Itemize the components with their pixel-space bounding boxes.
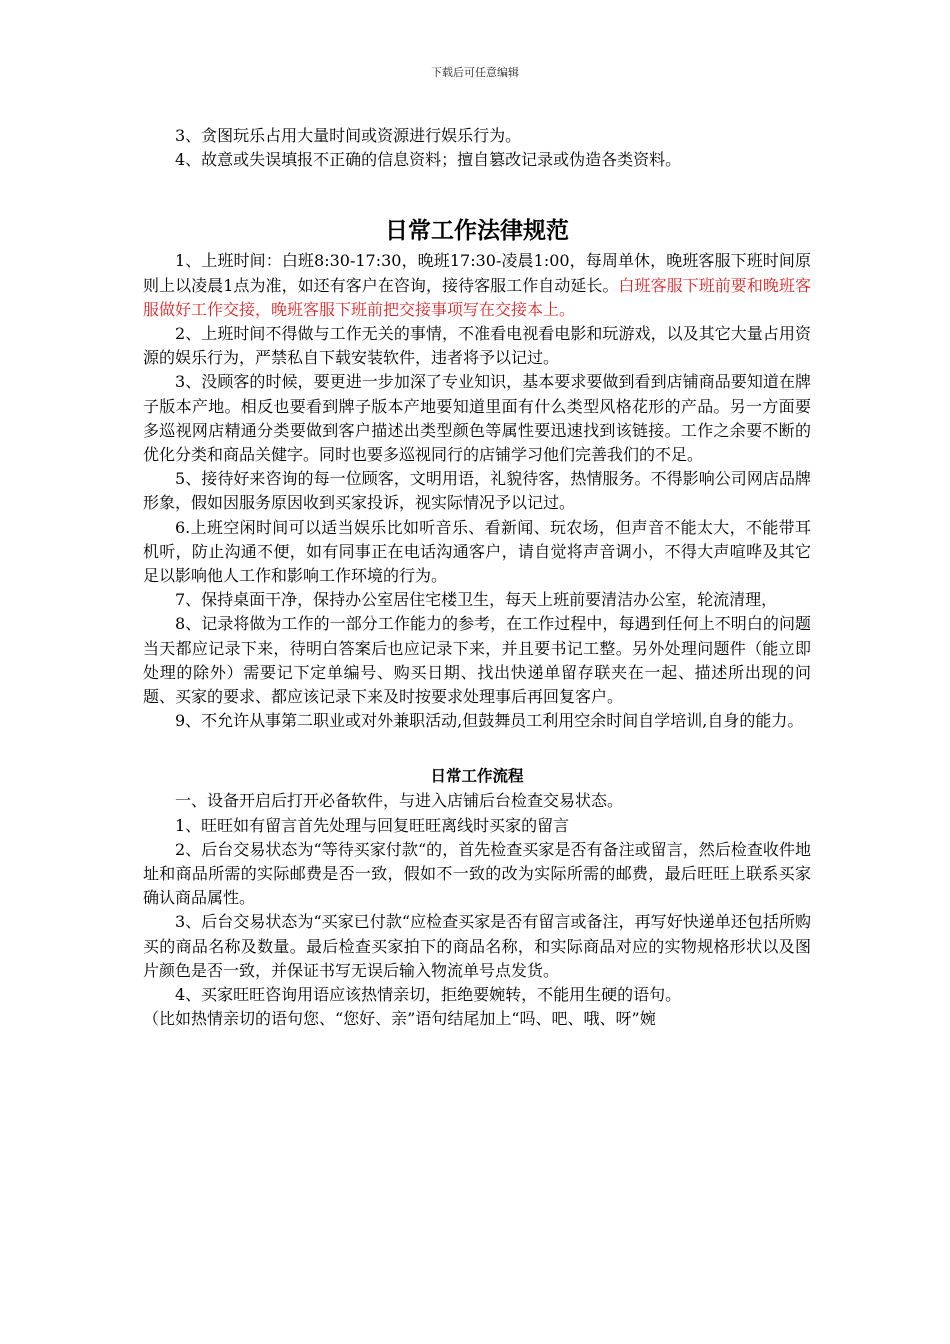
rule-paragraph: 2、上班时间不得做与工作无关的事情，不准看电视看电影和玩游戏，以及其它大量占用资源的娱乐行为，严禁私自下载安装软件，违者将予以记过。	[143, 324, 811, 368]
rule-paragraph: 7、保持桌面干净，保持办公室居住宅楼卫生，每天上班前要清洁办公室，轮流清理，	[175, 590, 778, 610]
rule-paragraph: 8、记录将做为工作的一部分工作能力的参考，在工作过程中，每遇到任何上不明白的问题当天都应记录下来，待明白答案后也应记录下来，并且要书记工整。另外处理问题件（能立即处理的除外）需要记下定单编号、购买日期、找出快递单留存联夹在一起、描述所出现的问题、买家的要求、都应该记录下来及时按要求处理事后再回复客户。	[143, 614, 811, 707]
rule-text: 1、上班时间：白班8:30-17:30，晚班17:30-凌晨1:00，每周单休，晚班客服下班时间原则上以凌晨1点为准，如还有客户在咨询，接待客服工作自动延长。	[143, 251, 811, 295]
intro-paragraph: 4、故意或失误填报不正确的信息资料；擅自篡改记录或伪造各类资料。	[175, 150, 682, 170]
process-paragraph: 3、后台交易状态为“买家已付款“应检查买家是否有留言或备注，再写好快递单还包括所购买的商品名称及数量。最后检查买家拍下的商品名称，和实际商品对应的实物规格形状以及图片颜色是否一致，并保证书写无误后输入物流单号点发货。	[143, 912, 811, 980]
rule-paragraph: 6.上班空闲时间可以适当娱乐比如听音乐、看新闻、玩农场，但声音不能太大，不能带耳机听，防止沟通不便，如有同事正在电话沟通客户，请自觉将声音调小，不得大声喧哗及其它足以影响他人工作和影响工作环境的行为。	[143, 517, 811, 586]
process-paragraph: 2、后台交易状态为“等待买家付款“的，首先检查买家是否有备注或留言，然后检查收件地址和商品所需的实际邮费是否一致，假如不一致的改为实际所需的邮费，最后旺旺上联系买家确认商品属性。	[143, 839, 811, 908]
rule-paragraph: 3、没顾客的时候，要更进一步加深了专业知识，基本要求要做到看到店铺商品要知道在牌子版本产地。相反也要看到牌子版本产地要知道里面有什么类型风格花形的产品。另一方面要多巡视网店精通分类要做到客户描述出类型颜色等属性要迅速找到该链接。工作之余要不断的优化分类和商品关健字。同时也要多巡视同行的店铺学习他们完善我们的不足。	[143, 372, 811, 465]
section-title: 日常工作法律规范	[385, 218, 569, 245]
highlighted-rule-text: 白班客服下班前要和晚班客服做好工作交接，晚班客服下班前把交接事项写在交接本上。	[143, 275, 811, 319]
rule-paragraph: 5、接待好来咨询的每一位顾客，文明用语，礼貌待客，热情服务。不得影响公司网店品牌形象，假如因服务原因收到买家投诉，视实际情况予以记过。	[143, 469, 811, 513]
process-paragraph: 1、旺旺如有留言首先处理与回复旺旺离线时买家的留言	[175, 815, 570, 835]
section-subtitle: 日常工作流程	[430, 767, 524, 786]
process-paragraph: （比如热情亲切的语句您、“您好、亲”语句结尾加上“吗、吧、哦、呀”婉	[143, 1009, 656, 1029]
process-paragraph: 4、买家旺旺咨询用语应该热情亲切，拒绝要婉转，不能用生硬的语句。	[175, 985, 682, 1005]
process-paragraph: 一、设备开启后打开必备软件，与进入店铺后台检查交易状态。	[175, 791, 624, 811]
rule-paragraph: 9、不允许从事第二职业或对外兼职活动,但鼓舞员工利用空余时间自学培训,自身的能力。	[175, 711, 804, 731]
intro-paragraph: 3、贪图玩乐占用大量时间或资源进行娱乐行为。	[175, 126, 522, 145]
document-body	[143, 124, 811, 1032]
page-header: 下载后可任意编辑	[431, 66, 519, 79]
rule-paragraph	[143, 249, 811, 322]
